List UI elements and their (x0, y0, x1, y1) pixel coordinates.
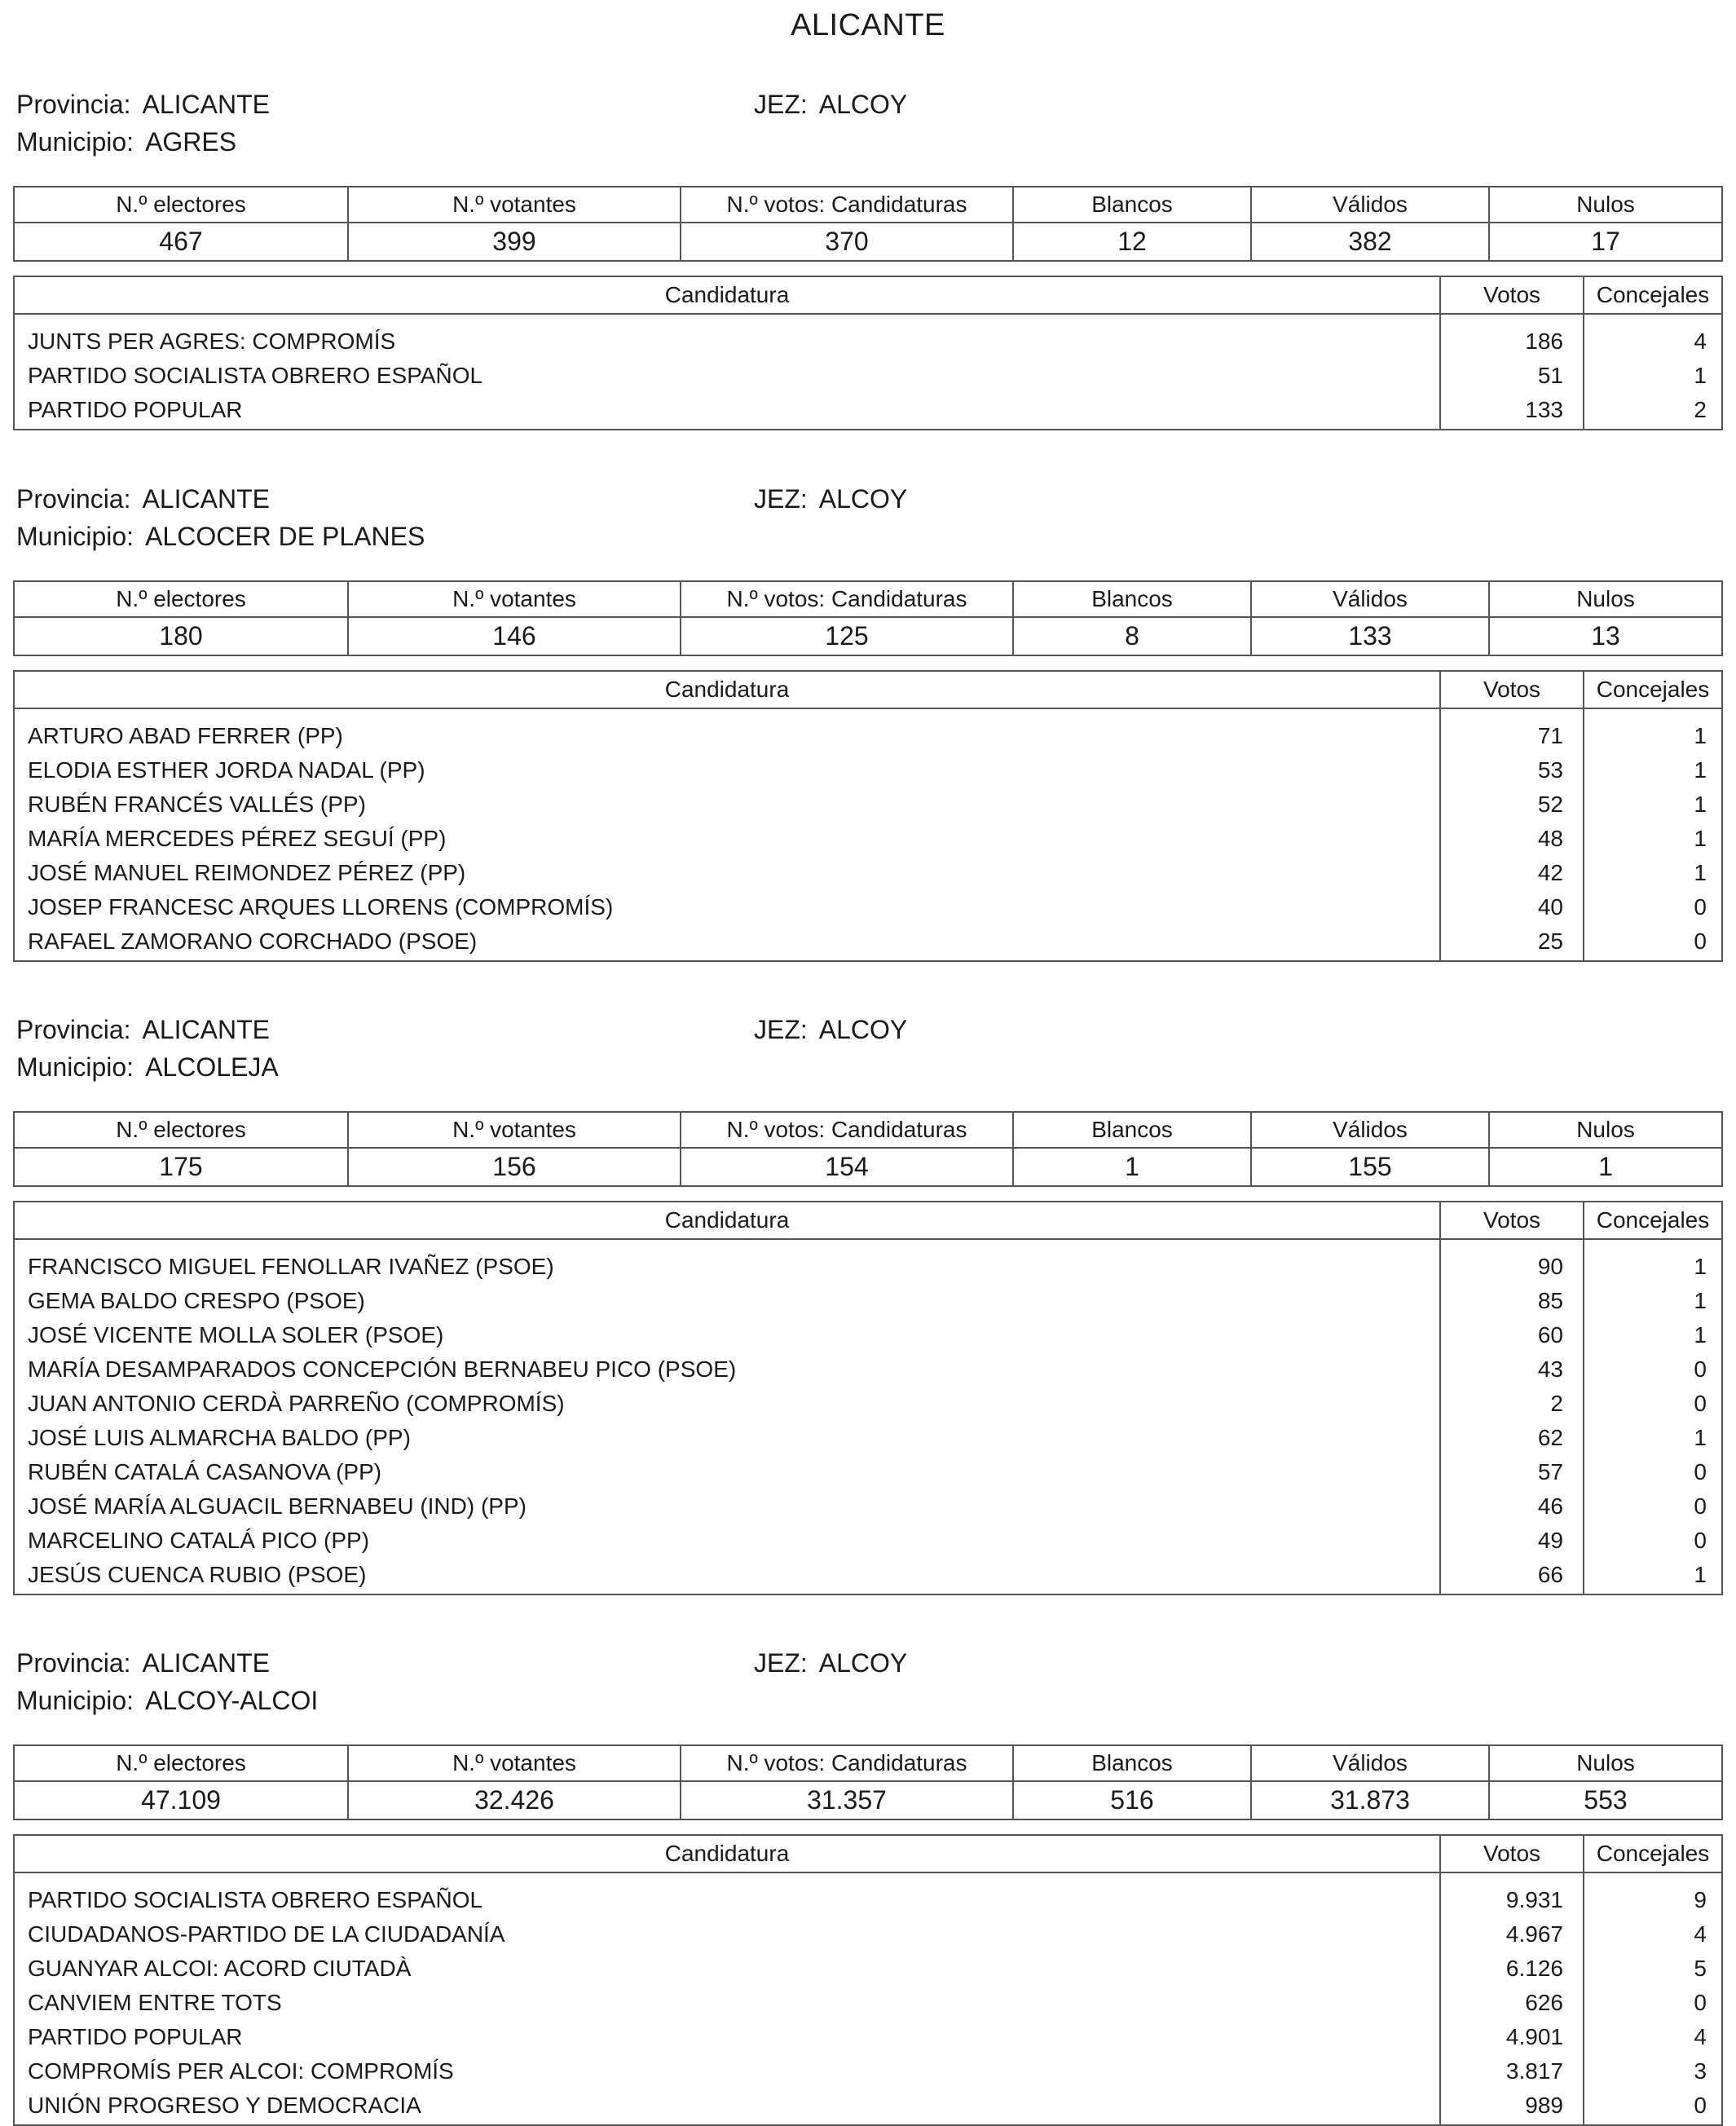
candidatura-votos: 66 (1537, 1562, 1563, 1587)
jez-value: ALCOY (818, 1015, 908, 1044)
candidaturas-table (13, 670, 1723, 962)
municipio-value: ALCOLEJA (145, 1052, 279, 1082)
stats-header-cell: Válidos (1250, 582, 1488, 616)
candidatura-votos: 989 (1525, 2093, 1563, 2118)
stats-value-cell: 12 (1012, 223, 1250, 260)
candidatura-concejales: 1 (1694, 363, 1707, 388)
jez-label: JEZ: (754, 1648, 808, 1678)
candidatura-name: MARCELINO CATALÁ PICO (PP) (28, 1528, 370, 1553)
candidaturas-table (13, 276, 1723, 430)
stats-header-cell: Blancos (1012, 1113, 1250, 1147)
provincia-label: Provincia: (16, 484, 131, 514)
concejales-header: Concejales (1583, 672, 1721, 708)
candidatura-name: PARTIDO POPULAR (28, 2024, 243, 2049)
candidatura-name: RAFAEL ZAMORANO CORCHADO (PSOE) (28, 928, 478, 954)
jez-label: JEZ: (754, 1015, 808, 1044)
votos-header: Votos (1439, 1836, 1583, 1872)
stats-header-cell: N.º votantes (347, 1113, 680, 1147)
stats-table (13, 1744, 1723, 1820)
stats-value-cell: 146 (347, 618, 680, 655)
stats-header-cell: Blancos (1012, 1746, 1250, 1780)
concejales-column (1583, 1873, 1721, 2124)
stats-value-cell: 516 (1012, 1782, 1250, 1819)
stats-header-cell: N.º votantes (347, 1746, 680, 1780)
stats-header-row (13, 1111, 1723, 1149)
concejales-header: Concejales (1583, 1836, 1721, 1872)
jez-line (754, 1011, 907, 1048)
stats-header-cell: N.º votos: Candidaturas (680, 1746, 1012, 1780)
candidatura-votos: 626 (1525, 1990, 1563, 2015)
candidatura-votos: 48 (1537, 826, 1563, 851)
candidatura-concejales: 1 (1694, 792, 1707, 817)
candidatura-name: UNIÓN PROGRESO Y DEMOCRACIA (28, 2093, 421, 2118)
candidatura-name-column (15, 315, 1439, 429)
candidatura-concejales: 4 (1694, 1921, 1707, 1947)
stats-header-cell: Blancos (1012, 187, 1250, 222)
candidatura-name: MARÍA DESAMPARADOS CONCEPCIÓN BERNABEU PICO (PSOE) (28, 1356, 737, 1382)
stats-value-cell: 399 (347, 223, 680, 260)
candidatura-votos: 52 (1537, 792, 1563, 817)
provincia-value: ALICANTE (142, 484, 270, 514)
candidaturas-header-row (15, 672, 1721, 709)
stats-value-cell: 31.357 (680, 1782, 1012, 1819)
jez-line (754, 1644, 907, 1682)
stats-value-cell: 155 (1250, 1149, 1488, 1185)
stats-table (13, 1111, 1723, 1187)
concejales-header: Concejales (1583, 1202, 1721, 1238)
votos-header: Votos (1439, 672, 1583, 708)
jez-label: JEZ: (754, 484, 808, 514)
concejales-header: Concejales (1583, 277, 1721, 313)
candidatura-name: ARTURO ABAD FERRER (PP) (28, 723, 343, 748)
stats-header-row (13, 1744, 1723, 1782)
stats-value-cell: 382 (1250, 223, 1488, 260)
jez-line (754, 480, 907, 518)
stats-value-row (13, 1149, 1723, 1187)
candidaturas-body (15, 315, 1721, 429)
stats-value-cell: 370 (680, 223, 1012, 260)
municipio-value: ALCOY-ALCOI (145, 1686, 319, 1715)
candidatura-votos: 85 (1537, 1288, 1563, 1313)
candidatura-concejales: 4 (1694, 2024, 1707, 2049)
stats-header-cell: N.º electores (116, 1750, 246, 1775)
stats-value-cell: 1 (1488, 1149, 1721, 1185)
candidatura-name: RUBÉN FRANCÉS VALLÉS (PP) (28, 792, 366, 817)
candidatura-header: Candidatura (664, 1207, 790, 1233)
candidatura-name: JOSÉ MARÍA ALGUACIL BERNABEU (IND) (PP) (28, 1493, 527, 1519)
candidatura-name: COMPROMÍS PER ALCOI: COMPROMÍS (28, 2058, 454, 2084)
stats-value-cell: 8 (1012, 618, 1250, 655)
candidatura-concejales: 0 (1694, 1990, 1707, 2015)
candidatura-name: JUNTS PER AGRES: COMPROMÍS (28, 329, 396, 354)
candidatura-concejales: 4 (1694, 329, 1707, 354)
candidatura-name: PARTIDO SOCIALISTA OBRERO ESPAÑOL (28, 363, 483, 388)
stats-header-cell: N.º votos: Candidaturas (680, 582, 1012, 616)
candidatura-concejales: 3 (1694, 2058, 1707, 2084)
stats-value-cell: 125 (680, 618, 1012, 655)
municipio-line (16, 1682, 318, 1719)
candidatura-votos: 90 (1537, 1254, 1563, 1279)
candidaturas-body (15, 709, 1721, 960)
candidatura-name: JOSÉ VICENTE MOLLA SOLER (PSOE) (28, 1322, 444, 1347)
candidaturas-table (13, 1834, 1723, 2126)
provincia-value: ALICANTE (142, 1648, 270, 1678)
stats-header-cell: Válidos (1250, 187, 1488, 222)
candidatura-votos: 46 (1537, 1493, 1563, 1519)
stats-value-cell: 47.109 (141, 1785, 221, 1815)
stats-table (13, 580, 1723, 656)
candidatura-concejales: 1 (1694, 1254, 1707, 1279)
provincia-line (16, 1644, 270, 1682)
candidatura-concejales: 1 (1694, 1288, 1707, 1313)
stats-header-cell: N.º electores (116, 192, 246, 217)
candidatura-votos: 40 (1537, 894, 1563, 920)
candidatura-concejales: 1 (1694, 723, 1707, 748)
candidatura-concejales: 0 (1694, 1528, 1707, 1553)
stats-value-cell: 154 (680, 1149, 1012, 1185)
stats-header-cell: Válidos (1250, 1746, 1488, 1780)
candidatura-name: GUANYAR ALCOI: ACORD CIUTADÀ (28, 1956, 412, 1981)
stats-value-cell: 180 (159, 621, 203, 651)
candidatura-concejales: 2 (1694, 397, 1707, 422)
candidatura-votos: 9.931 (1505, 1887, 1563, 1912)
candidatura-concejales: 0 (1694, 1493, 1707, 1519)
candidatura-name-column (15, 1240, 1439, 1594)
candidaturas-body (15, 1873, 1721, 2124)
candidatura-header: Candidatura (664, 282, 790, 307)
stats-header-cell: N.º votos: Candidaturas (680, 1113, 1012, 1147)
stats-header-cell: N.º votantes (347, 187, 680, 222)
candidaturas-table (13, 1201, 1723, 1595)
candidatura-header: Candidatura (664, 1841, 790, 1866)
candidatura-concejales: 0 (1694, 928, 1707, 954)
stats-header-cell: Nulos (1488, 1746, 1721, 1780)
jez-line (754, 86, 907, 123)
candidatura-votos: 42 (1537, 860, 1563, 885)
stats-header-row (13, 580, 1723, 618)
stats-header-cell: N.º electores (116, 586, 246, 611)
candidatura-name: JESÚS CUENCA RUBIO (PSOE) (28, 1562, 367, 1587)
stats-value-cell: 31.873 (1250, 1782, 1488, 1819)
votos-column (1439, 1240, 1583, 1594)
provincia-line (16, 1011, 270, 1048)
candidatura-votos: 4.967 (1505, 1921, 1563, 1947)
stats-value-cell: 175 (159, 1152, 203, 1181)
municipio-line (16, 1048, 279, 1086)
candidatura-concejales: 0 (1694, 2093, 1707, 2118)
provincia-value: ALICANTE (142, 90, 270, 119)
candidatura-name: MARÍA MERCEDES PÉREZ SEGUÍ (PP) (28, 826, 447, 851)
stats-header-row (13, 186, 1723, 223)
concejales-column (1583, 709, 1721, 960)
page-title: ALICANTE (791, 8, 945, 42)
candidatura-name: RUBÉN CATALÁ CASANOVA (PP) (28, 1459, 382, 1484)
stats-header-cell: Nulos (1488, 582, 1721, 616)
stats-header-cell: N.º electores (116, 1117, 246, 1142)
candidatura-votos: 186 (1525, 329, 1563, 354)
candidatura-name: GEMA BALDO CRESPO (PSOE) (28, 1288, 365, 1313)
stats-header-cell: N.º votos: Candidaturas (680, 187, 1012, 222)
stats-table (13, 186, 1723, 262)
candidaturas-header-row (15, 277, 1721, 315)
municipio-line (16, 518, 425, 555)
stats-header-cell: Nulos (1488, 1113, 1721, 1147)
candidatura-votos: 25 (1537, 928, 1563, 954)
jez-value: ALCOY (818, 90, 908, 119)
votos-column (1439, 709, 1583, 960)
jez-value: ALCOY (818, 1648, 908, 1678)
candidatura-votos: 53 (1537, 757, 1563, 783)
stats-value-cell: 32.426 (347, 1782, 680, 1819)
stats-header-cell: Válidos (1250, 1113, 1488, 1147)
stats-value-row (13, 618, 1723, 656)
stats-value-row (13, 223, 1723, 262)
votos-column (1439, 1873, 1583, 2124)
candidatura-name: PARTIDO SOCIALISTA OBRERO ESPAÑOL (28, 1887, 483, 1912)
candidatura-votos: 4.901 (1505, 2024, 1563, 2049)
candidatura-votos: 6.126 (1505, 1956, 1563, 1981)
provincia-value: ALICANTE (142, 1015, 270, 1044)
candidatura-votos: 57 (1537, 1459, 1563, 1484)
concejales-column (1583, 1240, 1721, 1594)
candidatura-header: Candidatura (664, 677, 790, 702)
candidatura-name: FRANCISCO MIGUEL FENOLLAR IVAÑEZ (PSOE) (28, 1254, 554, 1279)
candidatura-votos: 3.817 (1505, 2058, 1563, 2084)
candidatura-votos: 51 (1537, 363, 1563, 388)
candidatura-name: PARTIDO POPULAR (28, 397, 243, 422)
provincia-label: Provincia: (16, 1648, 131, 1678)
candidatura-votos: 60 (1537, 1322, 1563, 1347)
stats-header-cell: Blancos (1012, 582, 1250, 616)
candidatura-concejales: 1 (1694, 1425, 1707, 1450)
candidatura-concejales: 1 (1694, 1322, 1707, 1347)
municipio-label: Municipio: (16, 1686, 134, 1715)
candidatura-votos: 49 (1537, 1528, 1563, 1553)
provincia-line (16, 480, 270, 518)
stats-value-cell: 13 (1488, 618, 1721, 655)
stats-value-cell: 553 (1488, 1782, 1721, 1819)
candidatura-name: CIUDADANOS-PARTIDO DE LA CIUDADANÍA (28, 1921, 505, 1947)
stats-value-cell: 133 (1250, 618, 1488, 655)
municipio-value: ALCOCER DE PLANES (145, 522, 425, 551)
candidatura-name: CANVIEM ENTRE TOTS (28, 1990, 282, 2015)
candidatura-concejales: 9 (1694, 1887, 1707, 1912)
stats-value-cell: 1 (1012, 1149, 1250, 1185)
candidatura-name-column (15, 709, 1439, 960)
candidatura-votos: 43 (1537, 1356, 1563, 1382)
municipio-label: Municipio: (16, 127, 134, 157)
stats-value-cell: 17 (1488, 223, 1721, 260)
candidatura-concejales: 5 (1694, 1956, 1707, 1981)
candidaturas-header-row (15, 1836, 1721, 1873)
candidatura-concejales: 1 (1694, 826, 1707, 851)
stats-header-cell: Nulos (1488, 187, 1721, 222)
stats-header-cell: N.º votantes (347, 582, 680, 616)
candidatura-votos: 133 (1525, 397, 1563, 422)
municipio-label: Municipio: (16, 1052, 134, 1082)
stats-value-cell: 156 (347, 1149, 680, 1185)
stats-value-cell: 467 (159, 227, 203, 256)
jez-value: ALCOY (818, 484, 908, 514)
candidatura-name: JOSÉ LUIS ALMARCHA BALDO (PP) (28, 1425, 411, 1450)
candidatura-concejales: 1 (1694, 1562, 1707, 1587)
candidatura-name: JOSEP FRANCESC ARQUES LLORENS (COMPROMÍS) (28, 894, 614, 920)
candidaturas-body (15, 1240, 1721, 1594)
candidaturas-header-row (15, 1202, 1721, 1240)
candidatura-concejales: 1 (1694, 860, 1707, 885)
jez-label: JEZ: (754, 90, 808, 119)
provincia-label: Provincia: (16, 1015, 131, 1044)
candidatura-votos: 71 (1537, 723, 1563, 748)
candidatura-name-column (15, 1873, 1439, 2124)
votos-header: Votos (1439, 1202, 1583, 1238)
provincia-label: Provincia: (16, 90, 131, 119)
candidatura-concejales: 0 (1694, 894, 1707, 920)
candidatura-concejales: 0 (1694, 1356, 1707, 1382)
provincia-line (16, 86, 270, 123)
candidatura-concejales: 0 (1694, 1459, 1707, 1484)
stats-value-row (13, 1782, 1723, 1820)
candidatura-votos: 2 (1550, 1391, 1563, 1416)
votos-header: Votos (1439, 277, 1583, 313)
municipio-label: Municipio: (16, 522, 134, 551)
concejales-column (1583, 315, 1721, 429)
candidatura-concejales: 0 (1694, 1391, 1707, 1416)
candidatura-name: JOSÉ MANUEL REIMONDEZ PÉREZ (PP) (28, 860, 466, 885)
candidatura-votos: 62 (1537, 1425, 1563, 1450)
candidatura-name: JUAN ANTONIO CERDÀ PARREÑO (COMPROMÍS) (28, 1391, 565, 1416)
votos-column (1439, 315, 1583, 429)
municipio-value: AGRES (145, 127, 237, 157)
municipio-line (16, 123, 236, 161)
candidatura-concejales: 1 (1694, 757, 1707, 783)
candidatura-name: ELODIA ESTHER JORDA NADAL (PP) (28, 757, 425, 783)
